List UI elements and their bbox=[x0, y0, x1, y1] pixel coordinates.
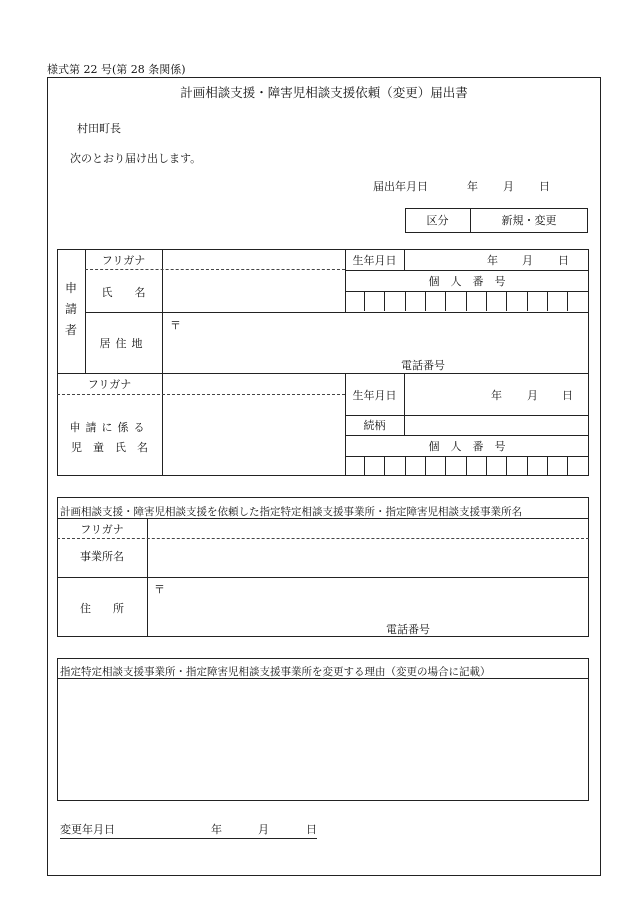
digit-cell[interactable] bbox=[365, 291, 385, 311]
digit-cell[interactable] bbox=[426, 456, 446, 476]
office-name-field[interactable] bbox=[148, 540, 588, 576]
digit-cell[interactable] bbox=[406, 291, 426, 311]
child-relation-label: 続柄 bbox=[363, 419, 386, 432]
child-birth-day: 日 bbox=[562, 389, 573, 402]
applicant-furigana-label: フリガナ bbox=[101, 254, 146, 267]
digit-cell[interactable] bbox=[528, 456, 548, 476]
office-header: 計画相談支援・障害児相談支援を依頼した指定特定相談支援事業所・指定障害児相談支援事業所名 bbox=[60, 506, 522, 518]
submission-date-label: 届出年月日 bbox=[373, 180, 428, 193]
category-label: 区分 bbox=[426, 214, 449, 227]
applicant-phone-label: 電話番号 bbox=[401, 359, 445, 372]
digit-cell[interactable] bbox=[507, 291, 528, 311]
applicant-address-field[interactable] bbox=[163, 313, 588, 372]
digit-cell[interactable] bbox=[385, 456, 406, 476]
submission-month: 月 bbox=[503, 180, 514, 193]
category-value[interactable]: 新規・変更 bbox=[501, 214, 557, 227]
child-furigana-label: フリガナ bbox=[87, 378, 132, 391]
recipient: 村田町長 bbox=[77, 122, 121, 135]
applicant-birthdate-field[interactable] bbox=[405, 250, 485, 269]
digit-cell[interactable] bbox=[548, 291, 568, 311]
digit-cell[interactable] bbox=[507, 456, 528, 476]
digit-cell[interactable] bbox=[487, 291, 507, 311]
child-birthdate-field[interactable] bbox=[405, 374, 485, 414]
reason-header: 指定特定相談支援事業所・指定障害児相談支援事業所を変更する理由（変更の場合に記載） bbox=[60, 666, 491, 678]
applicant-name-field[interactable] bbox=[163, 271, 344, 311]
change-date-label: 変更年月日 bbox=[60, 823, 115, 836]
applicant-personal-number-cells[interactable] bbox=[345, 291, 589, 312]
child-birthdate-label: 生年月日 bbox=[352, 389, 397, 402]
submission-year: 年 bbox=[467, 180, 478, 193]
applicant-postal-mark: 〒 bbox=[170, 319, 181, 332]
child-personal-number-label: 個 人 番 号 bbox=[428, 440, 506, 453]
digit-cell[interactable] bbox=[467, 456, 487, 476]
office-furigana-label: フリガナ bbox=[80, 523, 124, 536]
office-address-field[interactable] bbox=[148, 578, 588, 636]
intro-text: 次のとおり届け出します。 bbox=[70, 152, 202, 165]
child-name-label-line2: 児 童 氏 名 bbox=[71, 441, 148, 454]
digit-cell[interactable] bbox=[345, 456, 365, 476]
child-birth-month: 月 bbox=[527, 389, 538, 402]
applicant-birth-year: 年 bbox=[487, 254, 498, 267]
change-year: 年 bbox=[211, 823, 222, 836]
digit-cell[interactable] bbox=[385, 291, 406, 311]
submission-day: 日 bbox=[539, 180, 550, 193]
digit-cell[interactable] bbox=[365, 456, 385, 476]
applicant-name-label: 氏 名 bbox=[101, 286, 146, 299]
change-date-underline bbox=[60, 838, 317, 839]
applicant-birth-month: 月 bbox=[522, 254, 533, 267]
applicant-birth-day: 日 bbox=[558, 254, 569, 267]
office-phone-label: 電話番号 bbox=[386, 623, 430, 636]
applicant-personal-number-label: 個 人 番 号 bbox=[428, 275, 506, 288]
reason-field[interactable] bbox=[58, 679, 588, 800]
digit-cell[interactable] bbox=[345, 291, 365, 311]
child-relation-field[interactable] bbox=[405, 416, 588, 434]
applicant-group-label: 申請者 bbox=[65, 281, 78, 337]
digit-cell[interactable] bbox=[528, 291, 548, 311]
office-furigana-field[interactable] bbox=[148, 519, 588, 537]
child-personal-number-cells[interactable] bbox=[345, 456, 589, 476]
digit-cell[interactable] bbox=[446, 456, 467, 476]
digit-cell[interactable] bbox=[446, 291, 467, 311]
child-name-label-line1: 申請に係る bbox=[69, 421, 150, 434]
applicant-address-label: 居住地 bbox=[99, 337, 148, 350]
change-month: 月 bbox=[258, 823, 269, 836]
form-number: 様式第 22 号(第 28 条関係) bbox=[47, 63, 186, 76]
child-birth-year: 年 bbox=[491, 389, 502, 402]
digit-cell[interactable] bbox=[548, 456, 568, 476]
change-date-field[interactable] bbox=[120, 820, 210, 837]
office-postal-mark: 〒 bbox=[154, 583, 165, 596]
applicant-furigana-field[interactable] bbox=[163, 250, 344, 268]
change-day: 日 bbox=[306, 823, 317, 836]
applicant-birthdate-label: 生年月日 bbox=[352, 254, 397, 267]
digit-cell[interactable] bbox=[406, 456, 426, 476]
child-furigana-field[interactable] bbox=[163, 374, 344, 393]
office-address-label: 住 所 bbox=[80, 602, 124, 615]
office-name-label: 事業所名 bbox=[80, 550, 124, 563]
digit-cell[interactable] bbox=[467, 291, 487, 311]
form-title: 計画相談支援・障害児相談支援依頼（変更）届出書 bbox=[180, 85, 468, 100]
child-name-field[interactable] bbox=[163, 396, 344, 475]
digit-cell[interactable] bbox=[426, 291, 446, 311]
digit-cell[interactable] bbox=[487, 456, 507, 476]
